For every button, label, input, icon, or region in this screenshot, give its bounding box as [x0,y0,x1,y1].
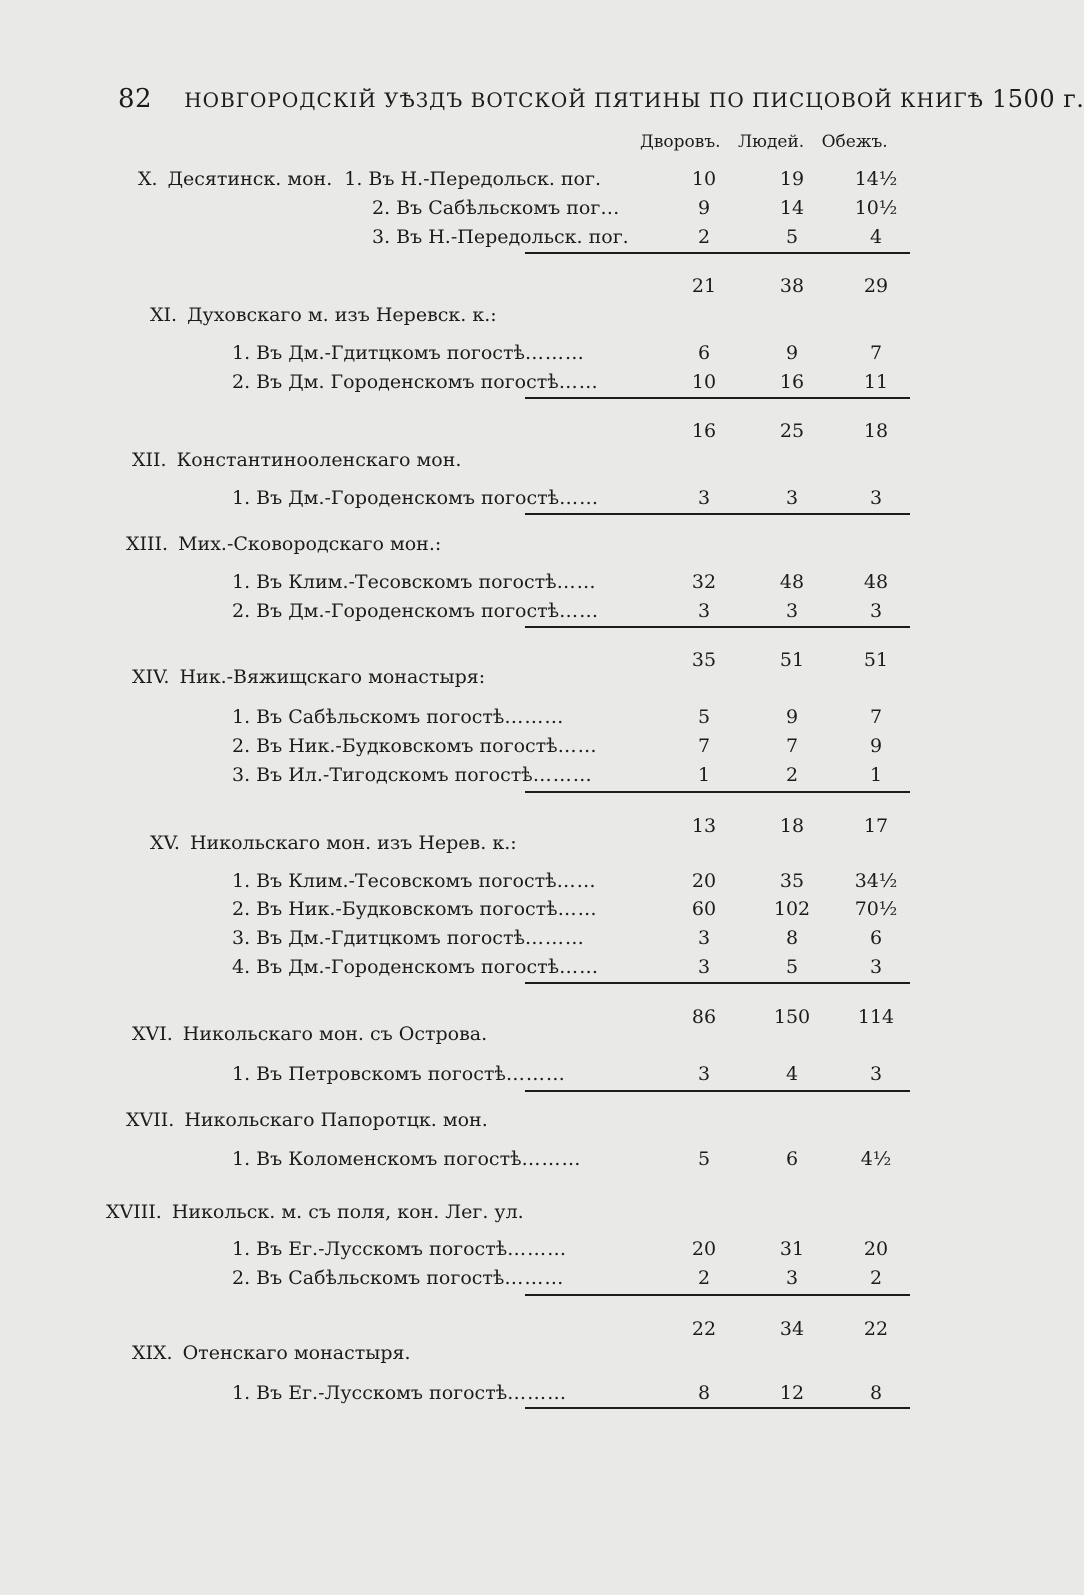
row-dvorov: 20 [691,1238,717,1260]
row-obezh: 3 [869,487,883,509]
section-monastery-name: Никольскаго мон. съ Острова. [182,1023,488,1045]
row-leader-dots: …… [556,870,597,892]
section-heading [126,1109,488,1131]
row-place-name: Въ Петровскомъ погостѣ [256,1063,506,1085]
row-dvorov: 9 [697,197,711,219]
row-dvorov: 2 [697,226,711,248]
row-number: 1. [344,168,363,190]
row-lyudey: 3 [785,600,799,622]
column-header-obezh: Обежъ. [821,132,888,152]
row-leader-dots: …… [557,898,598,920]
row-number: 1. [232,487,251,509]
section-monastery-name: Никольскаго Папоротцк. мон. [184,1109,488,1131]
total-dvorov: 22 [691,1318,717,1340]
total-lyudey: 38 [779,275,805,297]
total-lyudey: 18 [779,815,805,837]
row-obezh: 9 [869,735,883,757]
row-leader-dots: …… [559,487,600,509]
row-dvorov: 5 [697,1148,711,1170]
row-dvorov: 2 [697,1267,711,1289]
row-dvorov: 60 [691,898,717,920]
row-place-name: Въ Клим.-Тесовскомъ погостѣ [256,571,557,593]
sum-rule [525,513,910,515]
section-monastery-name: Никольскаго мон. изъ Нерев. к.: [189,832,517,854]
section-heading [150,304,497,326]
row-obezh: 3 [869,956,883,978]
section-roman-numeral: XI. [150,304,178,326]
table-row [372,197,620,219]
table-row [232,1238,567,1260]
row-obezh: 48 [863,571,889,593]
row-obezh: 7 [869,342,883,364]
sum-rule [525,982,910,984]
row-dvorov: 3 [697,1063,711,1085]
total-obezh: 114 [857,1006,895,1028]
row-leader-dots: …… [558,371,599,393]
row-number: 1. [232,1148,251,1170]
sum-rule [525,397,910,399]
sum-rule [525,626,910,628]
row-place-name: Въ Клим.-Тесовскомъ погостѣ [256,870,557,892]
table-row [232,571,597,593]
row-obezh: 4 [869,226,883,248]
total-obezh: 29 [863,275,889,297]
row-place-name: Въ Сабѣльскомъ погостѣ [256,706,505,728]
row-place-name: Въ Дм.-Городенскомъ погостѣ [256,487,560,509]
section-heading [150,832,517,854]
row-dvorov: 10 [691,168,717,190]
row-lyudey: 14 [779,197,805,219]
row-number: 1. [232,1382,251,1404]
section-roman-numeral: X. [138,168,158,190]
row-obezh: 1 [869,764,883,786]
sum-rule [525,791,910,793]
row-lyudey: 2 [785,764,799,786]
table-row [232,1267,564,1289]
row-number: 1. [232,571,251,593]
table-row [232,371,599,393]
row-leader-dots: ……… [507,1238,568,1260]
section-heading [132,1342,411,1364]
row-leader-dots: …… [559,600,600,622]
table-row [232,870,597,892]
row-lyudey: 4 [785,1063,799,1085]
row-dvorov: 1 [697,764,711,786]
section-roman-numeral: XIX. [132,1342,173,1364]
table-row [232,706,564,728]
row-leader-dots: …… [557,735,598,757]
header-title: НОВГОРОДСКІЙ УѢЗДЪ ВОТСКОЙ ПЯТИНЫ ПО ПИСЦОВОЙ КНИГѢ [184,88,984,112]
section-monastery-name: Десятинск. мон. [167,168,333,190]
row-number: 2. [232,371,251,393]
row-obezh: 70½ [854,898,898,920]
column-headers [640,132,900,152]
row-leader-dots: ……… [524,927,585,949]
row-place-name: Въ Ил.-Тигодскомъ погостѣ [256,764,533,786]
table-row [232,927,585,949]
row-obezh: 3 [869,600,883,622]
table-row [232,342,585,364]
table-row [232,1063,566,1085]
total-dvorov: 13 [691,815,717,837]
total-obezh: 18 [863,420,889,442]
row-number: 3. [232,927,251,949]
section-roman-numeral: XII. [132,449,167,471]
section-monastery-name: Духовскаго м. изъ Неревск. к.: [187,304,497,326]
row-place-name: Въ Дм. Городенскомъ погостѣ [256,371,559,393]
column-header-dvorov: Дворовъ. [640,132,721,152]
section-heading [132,666,485,688]
row-lyudey: 35 [779,870,805,892]
row-lyudey: 7 [785,735,799,757]
section-heading [126,533,441,555]
row-lyudey: 5 [785,226,799,248]
total-dvorov: 21 [691,275,717,297]
row-number: 2. [372,197,391,219]
row-lyudey: 9 [785,342,799,364]
row-dvorov: 10 [691,371,717,393]
section-monastery-name: Мих.-Сковородскаго мон.: [178,533,442,555]
column-header-lyudey: Людей. [737,132,805,152]
row-lyudey: 8 [785,927,799,949]
page-number: 82 [118,84,153,114]
running-header [118,84,1084,114]
row-obezh: 10½ [854,197,898,219]
row-number: 4. [232,956,251,978]
row-dvorov: 6 [697,342,711,364]
row-number: 3. [232,764,251,786]
row-lyudey: 9 [785,706,799,728]
row-place-name: Въ Н.-Передольск. пог. [396,226,629,248]
row-lyudey: 16 [779,371,805,393]
row-number: 2. [232,735,251,757]
section-monastery-name: Ник.-Вяжищскаго монастыря: [179,666,486,688]
row-dvorov: 3 [697,600,711,622]
total-obezh: 51 [863,649,889,671]
row-number: 2. [232,1267,251,1289]
total-dvorov: 35 [691,649,717,671]
row-lyudey: 3 [785,487,799,509]
sum-rule [525,1090,910,1092]
total-lyudey: 34 [779,1318,805,1340]
row-dvorov: 3 [697,956,711,978]
total-dvorov: 16 [691,420,717,442]
table-row [232,956,599,978]
row-place-name: Въ Ник.-Будковскомъ погостѣ [256,735,558,757]
table-row [232,487,599,509]
row-obezh: 6 [869,927,883,949]
table-row [232,735,598,757]
row-leader-dots: … [600,197,621,219]
section-heading [106,1201,524,1223]
section-heading [132,449,461,471]
row-dvorov: 8 [697,1382,711,1404]
total-obezh: 17 [863,815,889,837]
row-lyudey: 102 [773,898,811,920]
row-place-name: Въ Сабѣльскомъ погостѣ [256,1267,505,1289]
row-obezh: 7 [869,706,883,728]
row-dvorov: 32 [691,571,717,593]
row-leader-dots: ……… [507,1382,568,1404]
row-obezh: 8 [869,1382,883,1404]
section-heading [132,1023,487,1045]
total-lyudey: 25 [779,420,805,442]
row-dvorov: 7 [697,735,711,757]
table-row [232,600,599,622]
sum-rule [525,1294,910,1296]
table-row [232,1382,567,1404]
table-row [232,764,593,786]
row-number: 1. [232,1238,251,1260]
row-leader-dots: ……… [521,1148,582,1170]
row-lyudey: 31 [779,1238,805,1260]
row-number: 1. [232,870,251,892]
row-obezh: 14½ [854,168,898,190]
row-dvorov: 3 [697,927,711,949]
row-lyudey: 19 [779,168,805,190]
row-number: 1. [232,706,251,728]
row-leader-dots: ……… [532,764,593,786]
table-row [372,226,629,248]
total-lyudey: 51 [779,649,805,671]
row-lyudey: 6 [785,1148,799,1170]
row-number: 3. [372,226,391,248]
row-place-name: Въ Ник.-Будковскомъ погостѣ [256,898,558,920]
row-leader-dots: ……… [504,706,565,728]
total-lyudey: 150 [773,1006,811,1028]
row-obezh: 3 [869,1063,883,1085]
section-roman-numeral: XVII. [126,1109,175,1131]
total-obezh: 22 [863,1318,889,1340]
section-monastery-name: Никольск. м. съ поля, кон. Лег. ул. [171,1201,524,1223]
row-lyudey: 5 [785,956,799,978]
row-dvorov: 5 [697,706,711,728]
row-lyudey: 12 [779,1382,805,1404]
row-place-name: Въ Дм.-Городенскомъ погостѣ [256,956,560,978]
row-leader-dots: ……… [524,342,585,364]
table-row [232,1148,582,1170]
total-dvorov: 86 [691,1006,717,1028]
row-obezh: 11 [863,371,889,393]
section-roman-numeral: XV. [150,832,180,854]
row-dvorov: 3 [697,487,711,509]
row-leader-dots: …… [559,956,600,978]
table-row [232,898,598,920]
row-number: 2. [232,898,251,920]
row-number: 1. [232,1063,251,1085]
row-lyudey: 3 [785,1267,799,1289]
row-place-name: Въ Ег.-Лусскомъ погостѣ [256,1238,508,1260]
section-heading [138,168,601,190]
row-obezh: 20 [863,1238,889,1260]
sum-rule [525,252,910,254]
row-leader-dots: …… [556,571,597,593]
sum-rule [525,1407,910,1409]
row-obezh: 2 [869,1267,883,1289]
section-monastery-name: Отенскаго монастыря. [182,1342,411,1364]
row-place-name: Въ Дм.-Городенскомъ погостѣ [256,600,560,622]
row-place-name: Въ Коломенскомъ погостѣ [256,1148,522,1170]
header-year: 1500 г. [992,85,1084,113]
section-monastery-name: Константиноолeнскаго мон. [176,449,462,471]
section-roman-numeral: XIII. [126,533,169,555]
row-leader-dots: ……… [504,1267,565,1289]
row-place-name: Въ Сабѣльскомъ пог [396,197,601,219]
row-place-name: Въ Дм.-Гдитцкомъ погостѣ [256,927,525,949]
row-obezh: 34½ [854,870,898,892]
row-place-name: Въ Дм.-Гдитцкомъ погостѣ [256,342,525,364]
first-row-inline [344,168,601,190]
section-roman-numeral: XVI. [132,1023,173,1045]
row-dvorov: 20 [691,870,717,892]
row-leader-dots: ……… [505,1063,566,1085]
row-place-name: Въ Н.-Передольск. пог. [368,168,601,190]
row-place-name: Въ Ег.-Лусскомъ погостѣ [256,1382,508,1404]
section-roman-numeral: XVIII. [106,1201,162,1223]
row-lyudey: 48 [779,571,805,593]
row-obezh: 4½ [860,1148,892,1170]
row-number: 1. [232,342,251,364]
row-number: 2. [232,600,251,622]
section-roman-numeral: XIV. [132,666,170,688]
